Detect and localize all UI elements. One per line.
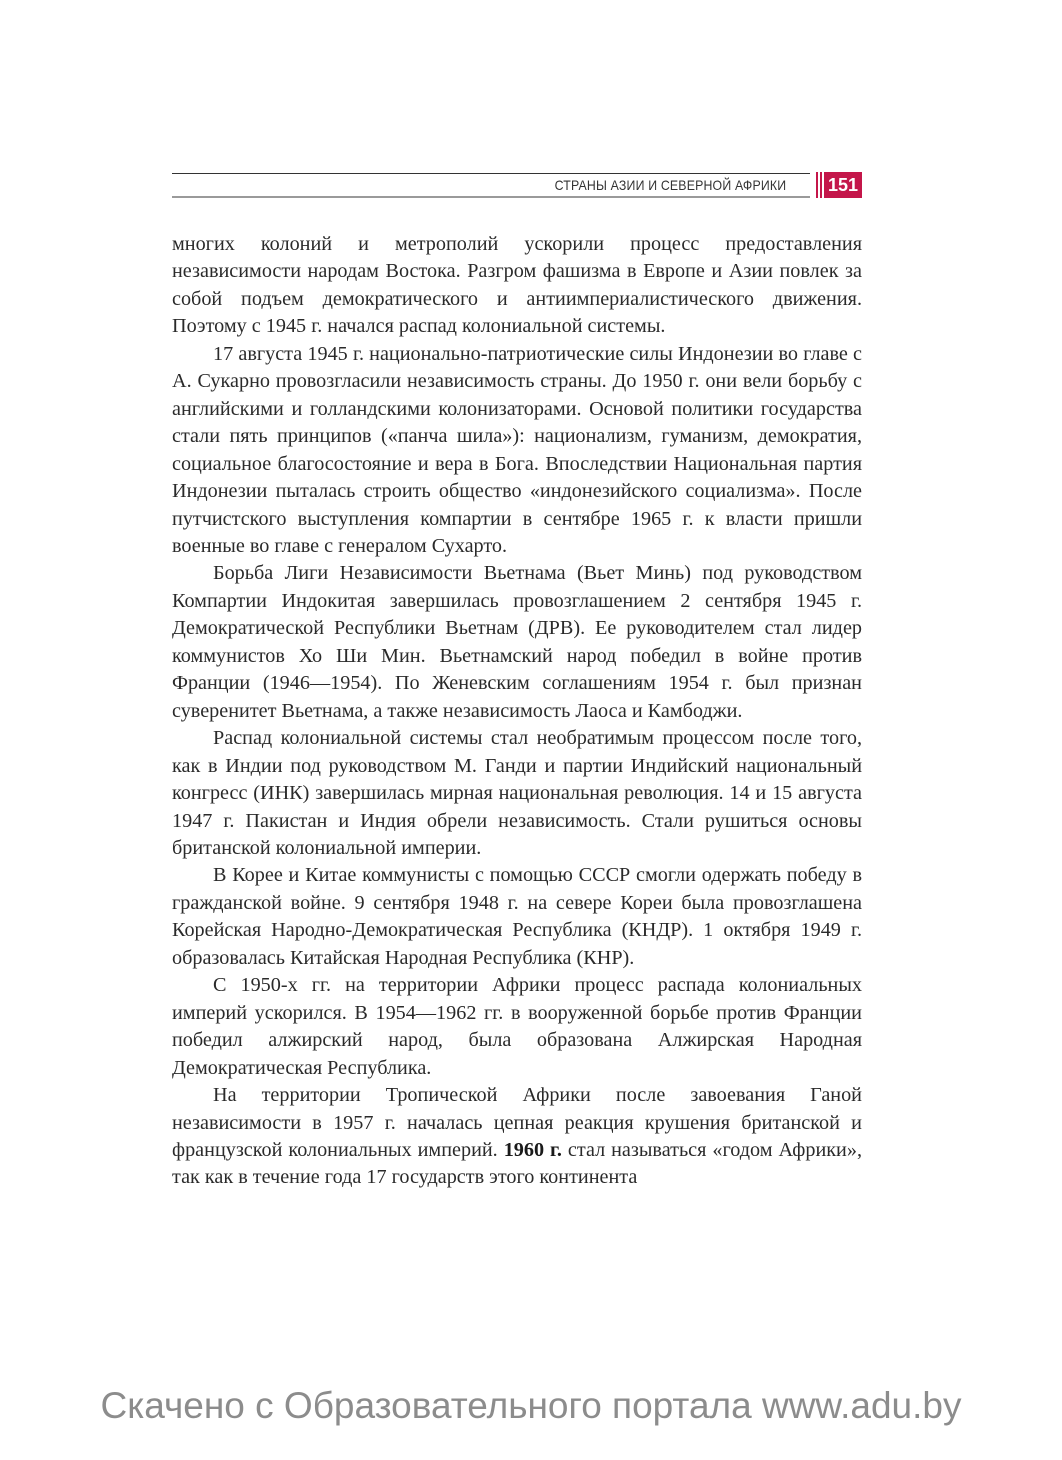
bold-year: 1960 г. <box>503 1138 562 1161</box>
paragraph: С 1950-х гг. на территории Африки процесс распада колониальных империй ускорился. В 1954—1962 гг. в вооруженной борьбе против Франции победил алжирский народ, была образована Алжирская Народная Демократическая Республика. <box>172 974 862 1079</box>
header-rule-top <box>172 173 810 174</box>
page-number-bars <box>816 172 822 198</box>
paragraph: 17 августа 1945 г. национально-патриотические силы Индонезии во главе с А. Сукарно провозгласили независимость страны. До 1950 г. они вели борьбу с английскими и голландскими колонизаторами. Основой политики государства стали пять принципов («панча шила»): национализм, гуманизм, демократия, социальное благосостояние и вера в Бога. Впоследствии Национальная партия Индонезии пыталась строить общество «индонезийского социализма». После путчистского выступления компартии в сентябре 1965 г. к власти пришли военные во главе с генералом Сухарто. <box>172 342 862 557</box>
paragraph: Борьба Лиги Независимости Вьетнама (Вьет Минь) под руководством Компартии Индокитая завершилась провозглашением 2 сентября 1945 г. Демократической Республики Вьетнам (ДРВ). Ее руководителем стал лидер коммунистов Хо Ши Мин. Вьетнамский народ победил в войне против Франции (1946—1954). По Женевским соглашениям 1954 г. был признан суверенитет Вьетнама, а также независимость Лаоса и Камбоджи. <box>172 562 862 722</box>
header-rule-bottom <box>172 196 810 198</box>
paragraph: В Корее и Китае коммунисты с помощью СССР смогли одержать победу в гражданской войне. 9 сентября 1948 г. на севере Кореи была провозглашена Корейская Народно-Демократическая Республика (КНДР). 1 октября 1949 г. образовалась Китайская Народная Республика (КНР). <box>172 864 862 969</box>
body-text <box>172 231 862 1192</box>
paragraph-text: стал называться «годом Африки», так как в течение года 17 государств этого континента <box>172 1138 863 1189</box>
running-title: СТРАНЫ АЗИИ И СЕВЕРНОЙ АФРИКИ <box>554 177 786 193</box>
paragraph: Распад колониальной системы стал необратимым процессом после того, как в Индии под руководством М. Ганди и партии Индийский национальный конгресс (ИНК) завершилась мирная национальная революция. 14 и 15 августа 1947 г. Пакистан и Индия обрели независимость. Стали рушиться основы британской колониальной империи. <box>172 727 862 859</box>
watermark: Скачено с Образовательного портала www.adu.by <box>100 1385 962 1426</box>
paragraph-text: На территории Тропической Африки после завоевания Ганой независимости в 1957 г. началась цепная реакция крушения британской и французской колониальных империй. <box>172 1084 862 1161</box>
paragraph <box>172 1082 862 1192</box>
running-header <box>172 172 862 198</box>
paragraph: многих колоний и метрополий ускорили процесс предоставления независимости народам Востока. Разгром фашизма в Европе и Азии повлек за собой подъем демократического и антиимпериалистического движения. Поэтому с 1945 г. начался распад колониальной системы. <box>172 233 862 338</box>
page-number: 151 <box>824 172 862 198</box>
